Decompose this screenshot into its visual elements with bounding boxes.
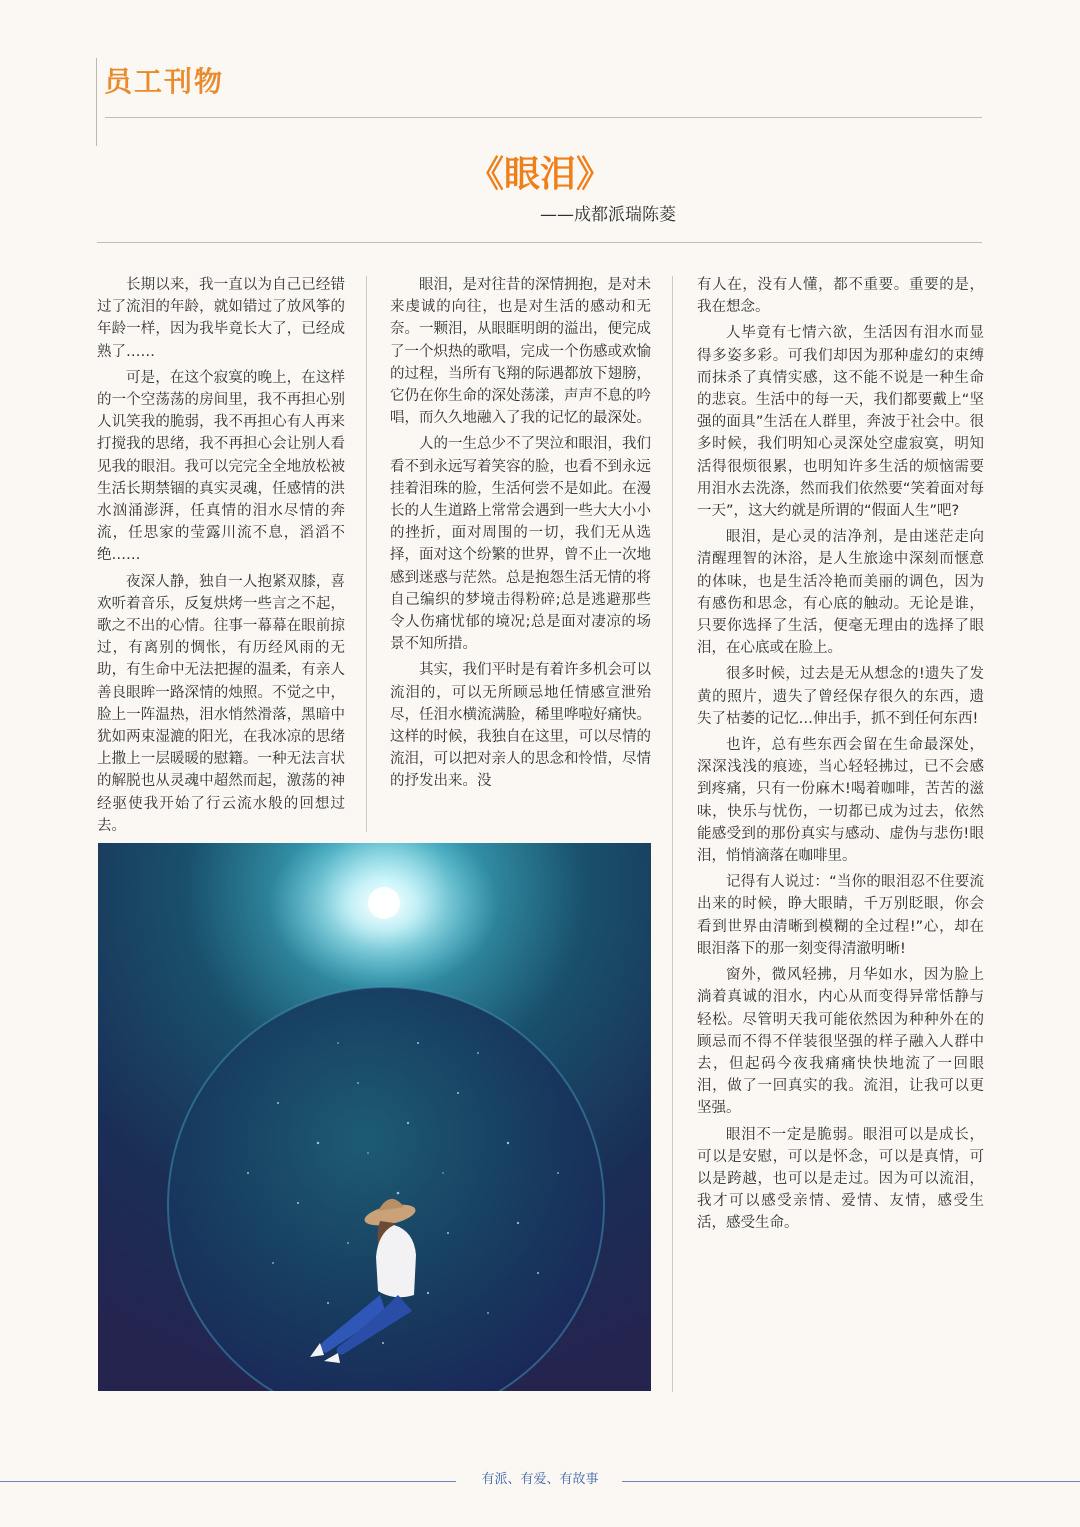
footer-slogan: 有派、有爱、有故事: [481, 1472, 599, 1487]
section-title: 员工刊物: [104, 65, 225, 98]
paragraph: 有人在，没有人懂，都不重要。重要的是，我在想念。: [697, 277, 984, 316]
paragraph: 眼泪不一定是脆弱。眼泪可以是成长，可以是安慰，可以是怀念，可以是真情，可以是跨越，也可以是走过。因为可以流泪，我才可以感受亲情、爱情、友情，感受生活，感受生命。: [697, 1126, 984, 1232]
title-rule: [97, 242, 982, 243]
article-title: 《眼泪》: [467, 154, 612, 195]
paragraph: 可是，在这个寂寞的晚上，在这样的一个空荡荡的房间里，我不再担心别人讥笑我的脆弱，我不再担心有人再来打搅我的思绪，我不再担心会让别人看见我的眼泪。我可以完完全全地放松被生活长期禁锢的真实灵魂，任感情的洪水汹涌澎湃，任真情的泪水尽情的奔流，任思家的莹露川流不息，滔滔不绝……: [97, 369, 345, 564]
article-byline: ——成都派瑞陈菱: [540, 205, 676, 225]
paragraph: 长期以来，我一直以为自己已经错过了流泪的年龄，就如错过了放风筝的年龄一样，因为我毕竟长大了，已经成熟了……: [97, 277, 345, 360]
footer-rule-right: [622, 1481, 1080, 1482]
paragraph: 人的一生总少不了哭泣和眼泪，我们看不到永远写着笑容的脸，也看不到永远挂着泪珠的脸，生活何尝不是如此。在漫长的人生道路上常常会遇到一些大大小小的挫折，面对周围的一切，我们无从选择，面对这个纷繁的世界，曾不止一次地感到迷惑与茫然。总是抱怨生活无情的将自己编织的梦境击得粉碎;总是逃避那些令人伤痛忧郁的境况;总是面对凄凉的场景不知所措。: [390, 436, 651, 653]
text-column-2: [390, 274, 651, 797]
paragraph: 眼泪，是心灵的洁净剂，是由迷茫走向清醒理智的沐浴，是人生旅途中深刻而惬意的体味，也是生活冷艳而美丽的调色，因为有感伤和思念，有心底的触动。无论是谁，只要你选择了生活，便毫无理由的选择了眼泪，在心底或在脸上。: [697, 529, 984, 657]
paragraph: 记得有人说过：“当你的眼泪忍不住要流出来的时候，睁大眼睛，千万别眨眼，你会看到世界由清晰到模糊的全过程!”心，却在眼泪落下的那一刻变得清澈明晰!: [697, 874, 984, 957]
paragraph: 窗外，微风轻拂，月华如水，因为脸上淌着真诚的泪水，内心从而变得异常恬静与轻松。尽管明天我可能依然因为种种外在的顾忌而不得不佯装很坚强的样子融入人群中去，但起码今夜我痛痛快快地流了一回眼泪，做了一回真实的我。流泪，让我可以更坚强。: [697, 967, 984, 1117]
paragraph: 也许，总有些东西会留在生命最深处，深深浅浅的痕迹，当心轻轻拂过，已不会感到疼痛，只有一份麻木!喝着咖啡，苦苦的滋味，快乐与忧伤，一切都已成为过去，依然能感受到的那份真实与感动、虚伪与悲伤!眼泪，悄悄滴落在咖啡里。: [697, 737, 984, 865]
paragraph: 人毕竟有七情六欲，生活因有泪水而显得多姿多彩。可我们却因为那种虚幻的束缚而抹杀了真情实感，这不能不说是一种生命的悲哀。生活中的每一天，我们都要戴上“坚强的面具”生活在人群里，奔波于社会中。很多时候，我们明知心灵深处空虚寂寞，明知活得很烦很累，也明知许多生活的烦恼需要用泪水去洗涤，然而我们依然要“笑着面对每一天”，这大约就是所谓的“假面人生”吧?: [697, 325, 984, 520]
paragraph: 眼泪，是对往昔的深情拥抱，是对未来虔诚的向往，也是对生活的感动和无奈。一颗泪，从眼眶明朗的溢出，便完成了一个炽热的歌唱，完成一个伤感或欢愉的过程，当所有飞翔的际遇都放下翅膀，它仍在你生命的深处荡漾，声声不息的吟唱，而久久地融入了我的记忆的最深处。: [390, 277, 651, 427]
column-divider: [366, 276, 367, 832]
moon-illustration-svg: [98, 843, 651, 1391]
illustration-girl-under-starry-moon: [98, 843, 651, 1391]
paragraph: 其实，我们平时是有着许多机会可以流泪的，可以无所顾忌地任情感宣泄殆尽，任泪水横流满脸，稀里哗啦好痛快。这样的时候，我独自在这里，可以尽情的流泪，可以把对亲人的思念和怜惜，尽情的抒发出来。没: [390, 662, 651, 790]
header-vertical-rule: [96, 58, 97, 146]
text-column-3: [697, 274, 984, 1239]
paragraph: 夜深人静，独自一人抱紧双膝，喜欢听着音乐，反复烘烤一些言之不起，歌之不出的心情。往事一幕幕在眼前掠过，有离别的惆怅，有历经风雨的无助，有生命中无法把握的温柔，有亲人善良眼眸一路深情的烛照。不觉之中，脸上一阵温热，泪水悄然滑落，黑暗中犹如两束湿漉的阳光，在我冰凉的思绪上撒上一层暖暖的慰籍。一种无法言状的解脱也从灵魂中超然而起，激荡的神经驱使我开始了行云流水般的回想过去。: [97, 573, 345, 834]
column-divider: [672, 276, 673, 1392]
paragraph: 很多时候，过去是无从想念的!遗失了发黄的照片，遗失了曾经保存很久的东西，遗失了枯萎的记忆…伸出手，抓不到任何东西!: [697, 666, 984, 727]
header-rule: [105, 117, 982, 118]
text-column-1: [97, 274, 345, 841]
